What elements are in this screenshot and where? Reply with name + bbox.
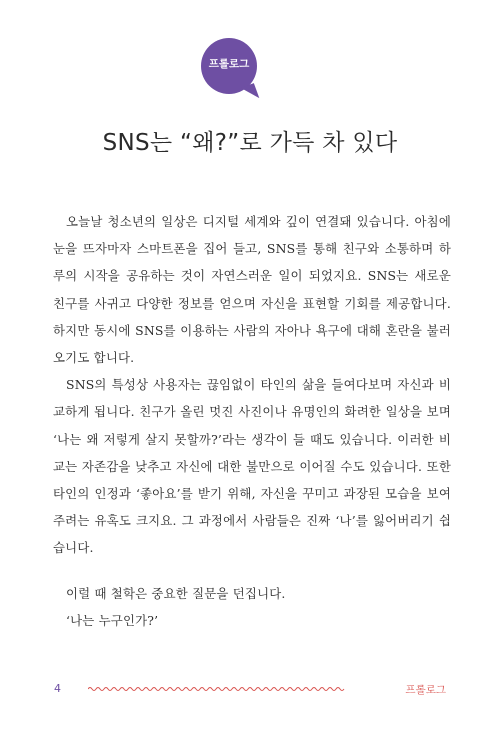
footer-section-label: 프롤로그 bbox=[405, 684, 446, 696]
paragraph-1: 오늘날 청소년의 일상은 디지털 세계와 깊이 연결돼 있습니다. 아침에 눈을 뜨자마자 스마트폰을 집어 들고, SNS를 통해 친구와 소통하며 하루의 시작을 공유하는 것이 자연스러운 일이 되었지요. SNS는 새로운 친구를 사귀고 다양한 정보를 얻으며 자신을 표현할 기회를 제공합니다. 하지만 동시에 SNS를 이용하는 사람의 자아나 욕구에 대해 혼란을 불러오기도 합니다. bbox=[53, 214, 451, 366]
section-badge bbox=[201, 38, 257, 94]
chapter-title: SNS는 “왜?”로 가득 차 있다 bbox=[102, 130, 398, 156]
footer-wave-divider bbox=[88, 682, 346, 696]
closing-line-2: ‘나는 누구인가?’ bbox=[66, 613, 159, 629]
section-badge-label: 프롤로그 bbox=[208, 58, 250, 70]
body-text bbox=[53, 208, 451, 562]
closing-line-1: 이럴 때 철학은 중요한 질문을 던집니다. bbox=[66, 586, 286, 601]
closing-text bbox=[66, 580, 446, 634]
page-number: 4 bbox=[54, 682, 61, 695]
paragraph-2: SNS의 특성상 사용자는 끊임없이 타인의 삶을 들여다보며 자신과 비교하게 됩니다. 친구가 올린 멋진 사진이나 유명인의 화려한 일상을 보며 ‘나는 왜 저렇게 살지 못할까?’라는 생각이 들 때도 있습니다. 이러한 비교는 자존감을 낮추고 자신에 대한 불만으로 이어질 수도 있습니다. 또한 타인의 인정과 ‘좋아요’를 받기 위해, 자신을 꾸미고 과장된 모습을 보여 주려는 유혹도 크지요. 그 과정에서 사람들은 진짜 ‘나’를 잃어버리기 쉽습니다. bbox=[53, 377, 451, 556]
